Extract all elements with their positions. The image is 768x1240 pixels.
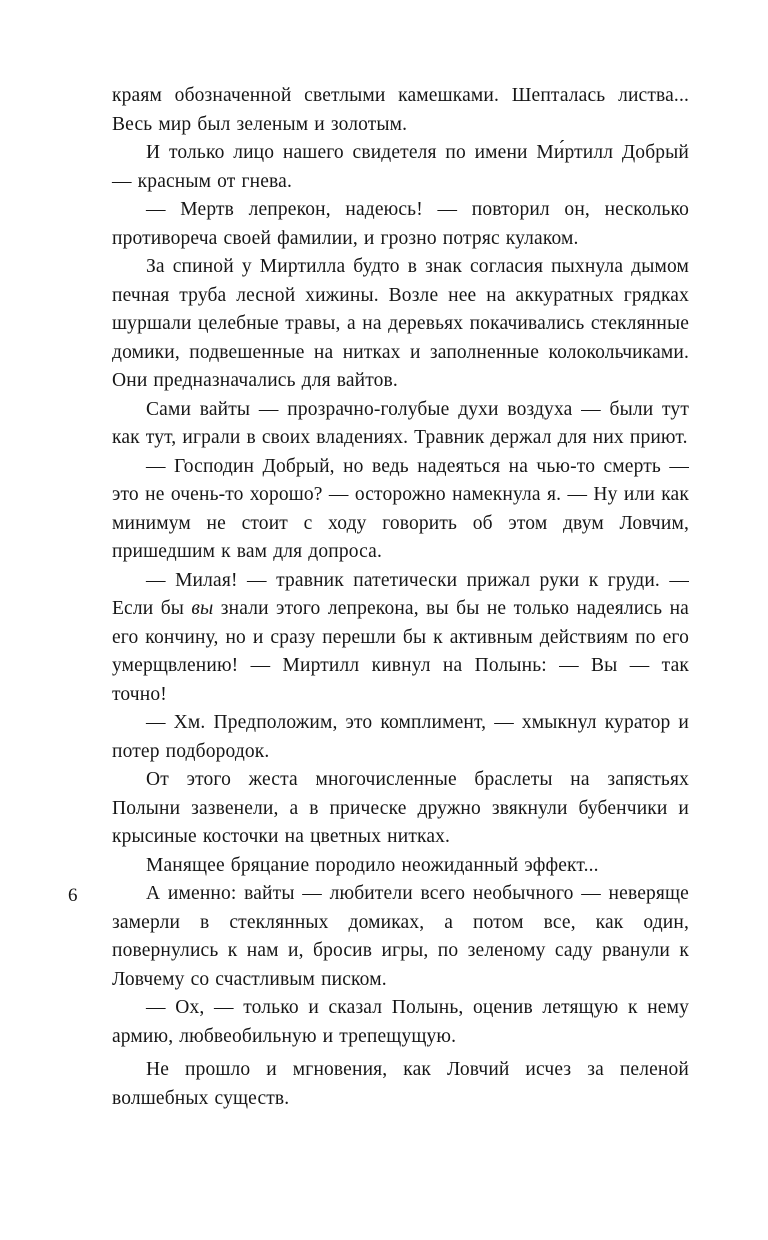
italic-text: вы xyxy=(191,598,214,619)
paragraph-text: Манящее бряцание породило неожиданный эффект... xyxy=(146,854,599,876)
paragraph-text: — Мертв лепрекон, надеюсь! — повторил он, несколько противореча своей фамилии, и грозно потряс кулаком. xyxy=(112,199,689,249)
paragraph xyxy=(112,852,689,881)
paragraph xyxy=(112,766,689,852)
paragraph xyxy=(112,82,689,139)
paragraph-text: Не прошло и мгновения, как Ловчий исчез за пеленой волшебных существ. xyxy=(112,1059,689,1109)
paragraph xyxy=(112,396,689,453)
paragraph-text: — Милая! — травник патетически прижал руки к груди. — Если бы xyxy=(112,569,689,619)
paragraph xyxy=(112,1056,689,1113)
paragraph-text: знали этого лепрекона, вы бы не только надеялись на его кончину, но и сразу перешли бы к активным действиям по его умерщвлению! — Миртилл кивнул на Полынь: — Вы — так точно! xyxy=(112,598,689,705)
page-number: 6 xyxy=(68,885,78,906)
paragraph-text: Сами вайты — прозрачно-голубые духи воздуха — были тут как тут, играли в своих владениях. Травник держал для них приют. xyxy=(112,398,689,448)
paragraph-text: — Господин Добрый, но ведь надеяться на чью-то смерть — это не очень-то хорошо? — осторожно намекнула я. — Ну или как минимум не стоит с ходу говорить об этом двум Ловчим, пришедшим к вам для допроса. xyxy=(112,455,689,562)
paragraph xyxy=(112,453,689,567)
paragraph xyxy=(112,567,689,710)
paragraph xyxy=(112,709,689,766)
paragraph xyxy=(112,880,689,994)
paragraph xyxy=(112,196,689,253)
paragraph-text: От этого жеста многочисленные браслеты на запястьях Полыни зазвенели, а в прическе дружно звякнули бубенчики и крысиные косточки на цветных нитках. xyxy=(112,769,689,847)
paragraph xyxy=(112,139,689,196)
paragraph xyxy=(112,253,689,396)
paragraph-text: краям обозначенной светлыми камешками. Шепталась листва... Весь мир был зеленым и золотым. xyxy=(112,85,689,135)
paragraph-text: — Хм. Предположим, это комплимент, — хмыкнул куратор и потер подбородок. xyxy=(112,712,689,762)
paragraph-text: А именно: вайты — любители всего необычного — неверяще замерли в стеклянных домиках, а потом все, как один, повернулись к нам и, бросив игры, по зеленому саду рванули к Ловчему со счастливым писком. xyxy=(112,883,689,990)
paragraph-text: — Ох, — только и сказал Полынь, оценив летящую к нему армию, любвеобильную и трепещущую. xyxy=(112,997,689,1047)
page-text xyxy=(112,82,689,1113)
paragraph xyxy=(112,994,689,1051)
paragraph-text: И только лицо нашего свидетеля по имени Ми́ртилл Добрый — красным от гнева. xyxy=(112,142,689,192)
paragraph-text: За спиной у Миртилла будто в знак согласия пыхнула дымом печная труба лесной хижины. Возле нее на аккуратных грядках шуршали целебные травы, а на деревьях покачивались стеклянные домики, подвешенные на нитках и заполненные колокольчиками. Они предназначались для вайтов. xyxy=(112,256,689,391)
